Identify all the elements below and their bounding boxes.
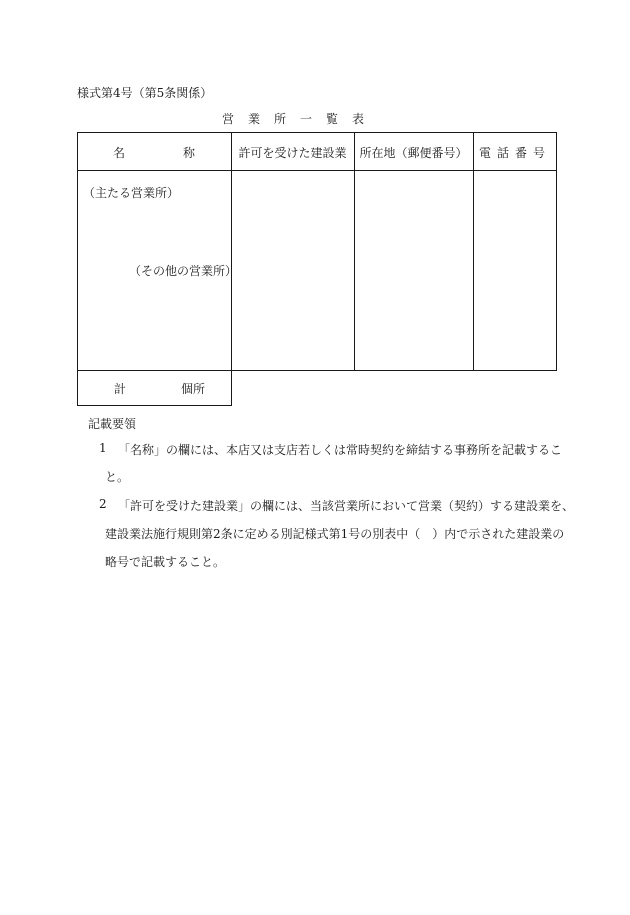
form-number-label: 様式第4号（第5条関係） (77, 86, 213, 100)
table-total-bottom (77, 405, 231, 406)
table-body-bottom (77, 370, 557, 371)
table-header-divider (77, 170, 557, 171)
main-office-label: （主たる営業所） (83, 186, 180, 200)
header-permit: 許可を受けた建設業 (238, 146, 347, 160)
table-border-right (556, 132, 557, 371)
instruction-1-line-1: 「名称」の欄には、本店又は支店若しくは常時契約を締結する事務所を記載するこ (118, 443, 563, 457)
instructions-title: 記載要領 (88, 417, 137, 431)
instruction-1-line-2: と。 (105, 470, 130, 484)
table-col-divider-2 (354, 132, 355, 371)
total-unit-label: 個所 (181, 382, 206, 396)
office-list-table (77, 132, 557, 406)
header-name-part2: 称 (183, 146, 196, 160)
other-office-label: （その他の営業所） (129, 264, 238, 278)
total-label: 計 (114, 382, 127, 396)
table-col-divider-3 (473, 132, 474, 371)
document-title: 営業所一覧表 (221, 112, 378, 126)
instruction-2-line-2: 建設業法施行規則第2条に定める別記様式第1号の別表中（ ）内で示された建設業の (105, 527, 565, 541)
header-address: 所在地（郵便番号） (359, 146, 468, 160)
table-border-left (77, 132, 78, 406)
table-border-top (77, 132, 557, 133)
instruction-2-number: 2 (99, 497, 107, 511)
header-name-part1: 名 (113, 146, 126, 160)
instruction-2-line-1: 「許可を受けた建設業」の欄には、当該営業所において営業（契約）する建設業を、 (118, 499, 575, 513)
instruction-2-line-3: 略号で記載すること。 (105, 555, 226, 569)
header-phone: 電話番号 (478, 146, 551, 160)
instruction-1-number: 1 (99, 441, 107, 455)
